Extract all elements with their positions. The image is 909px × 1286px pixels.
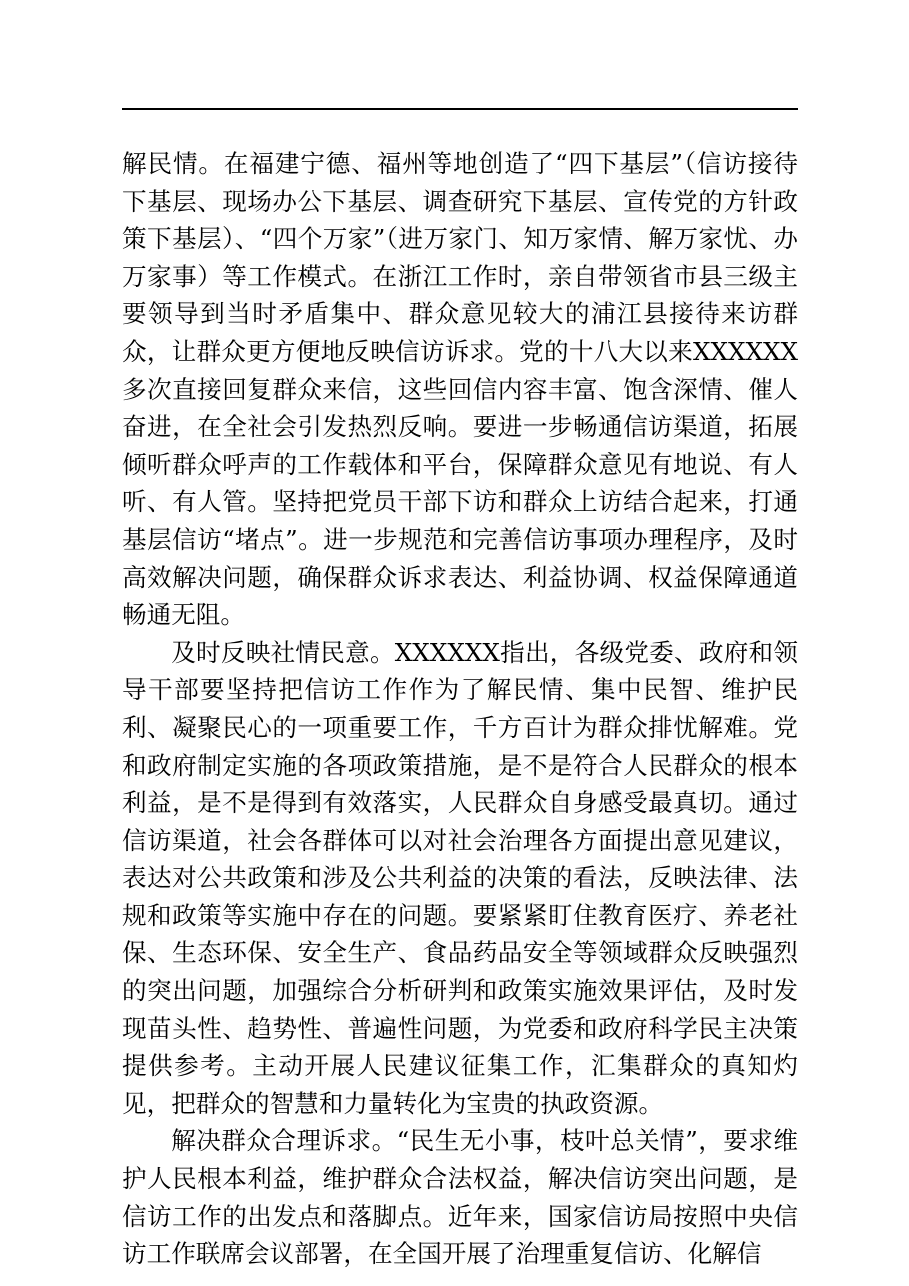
header-rule <box>122 108 798 110</box>
paragraph-2: 及时反映社情民意。XXXXXX指出，各级党委、政府和领导干部要坚持把信访工作作为了解民情、集中民智、维护民利、凝聚民心的一项重要工作，千方百计为群众排忧解难。党和政府制定实施的各项政策措施，是不是符合人民群众的根本利益，是不是得到有效落实，人民群众自身感受最真切。通过信访渠道，社会各群体可以对社会治理各方面提出意见建议，表达对公共政策和涉及公共利益的决策的看法，反映法律、法规和政策等实施中存在的问题。要紧紧盯住教育医疗、养老社保、生态环保、安全生产、食品药品安全等领域群众反映强烈的突出问题，加强综合分析研判和政策实施效果评估，及时发现苗头性、趋势性、普遍性问题，为党委和政府科学民主决策提供参考。主动开展人民建议征集工作，汇集群众的真知灼见，把群众的智慧和力量转化为宝贵的执政资源。 <box>122 637 798 1118</box>
paragraph-3: 解决群众合理诉求。“民生无小事，枝叶总关情”，要求维护人民根本利益，维护群众合法权益，解决信访突出问题，是信访工作的出发点和落脚点。近年来，国家信访局按照中央信访工作联席会议部署，在全国开展了治理重复信访、化解信 <box>122 1126 798 1269</box>
paragraph-1: 解民情。在福建宁德、福州等地创造了“四下基层”（信访接待下基层、现场办公下基层、调查研究下基层、宣传党的方针政策下基层）、“四个万家”（进万家门、知万家情、解万家忧、办万家事）等工作模式。在浙江工作时，亲自带领省市县三级主要领导到当时矛盾集中、群众意见较大的浦江县接待来访群众，让群众更方便地反映信访诉求。党的十八大以来XXXXXX多次直接回复群众来信，这些回信内容丰富、饱含深情、催人奋进，在全社会引发热烈反响。要进一步畅通信访渠道，拓展倾听群众呼声的工作载体和平台，保障群众意见有地说、有人听、有人管。坚持把党员干部下访和群众上访结合起来，打通基层信访“堵点”。进一步规范和完善信访事项办理程序，及时高效解决问题，确保群众诉求表达、利益协调、权益保障通道畅通无阻。 <box>122 149 798 630</box>
body-text <box>122 145 798 1273</box>
